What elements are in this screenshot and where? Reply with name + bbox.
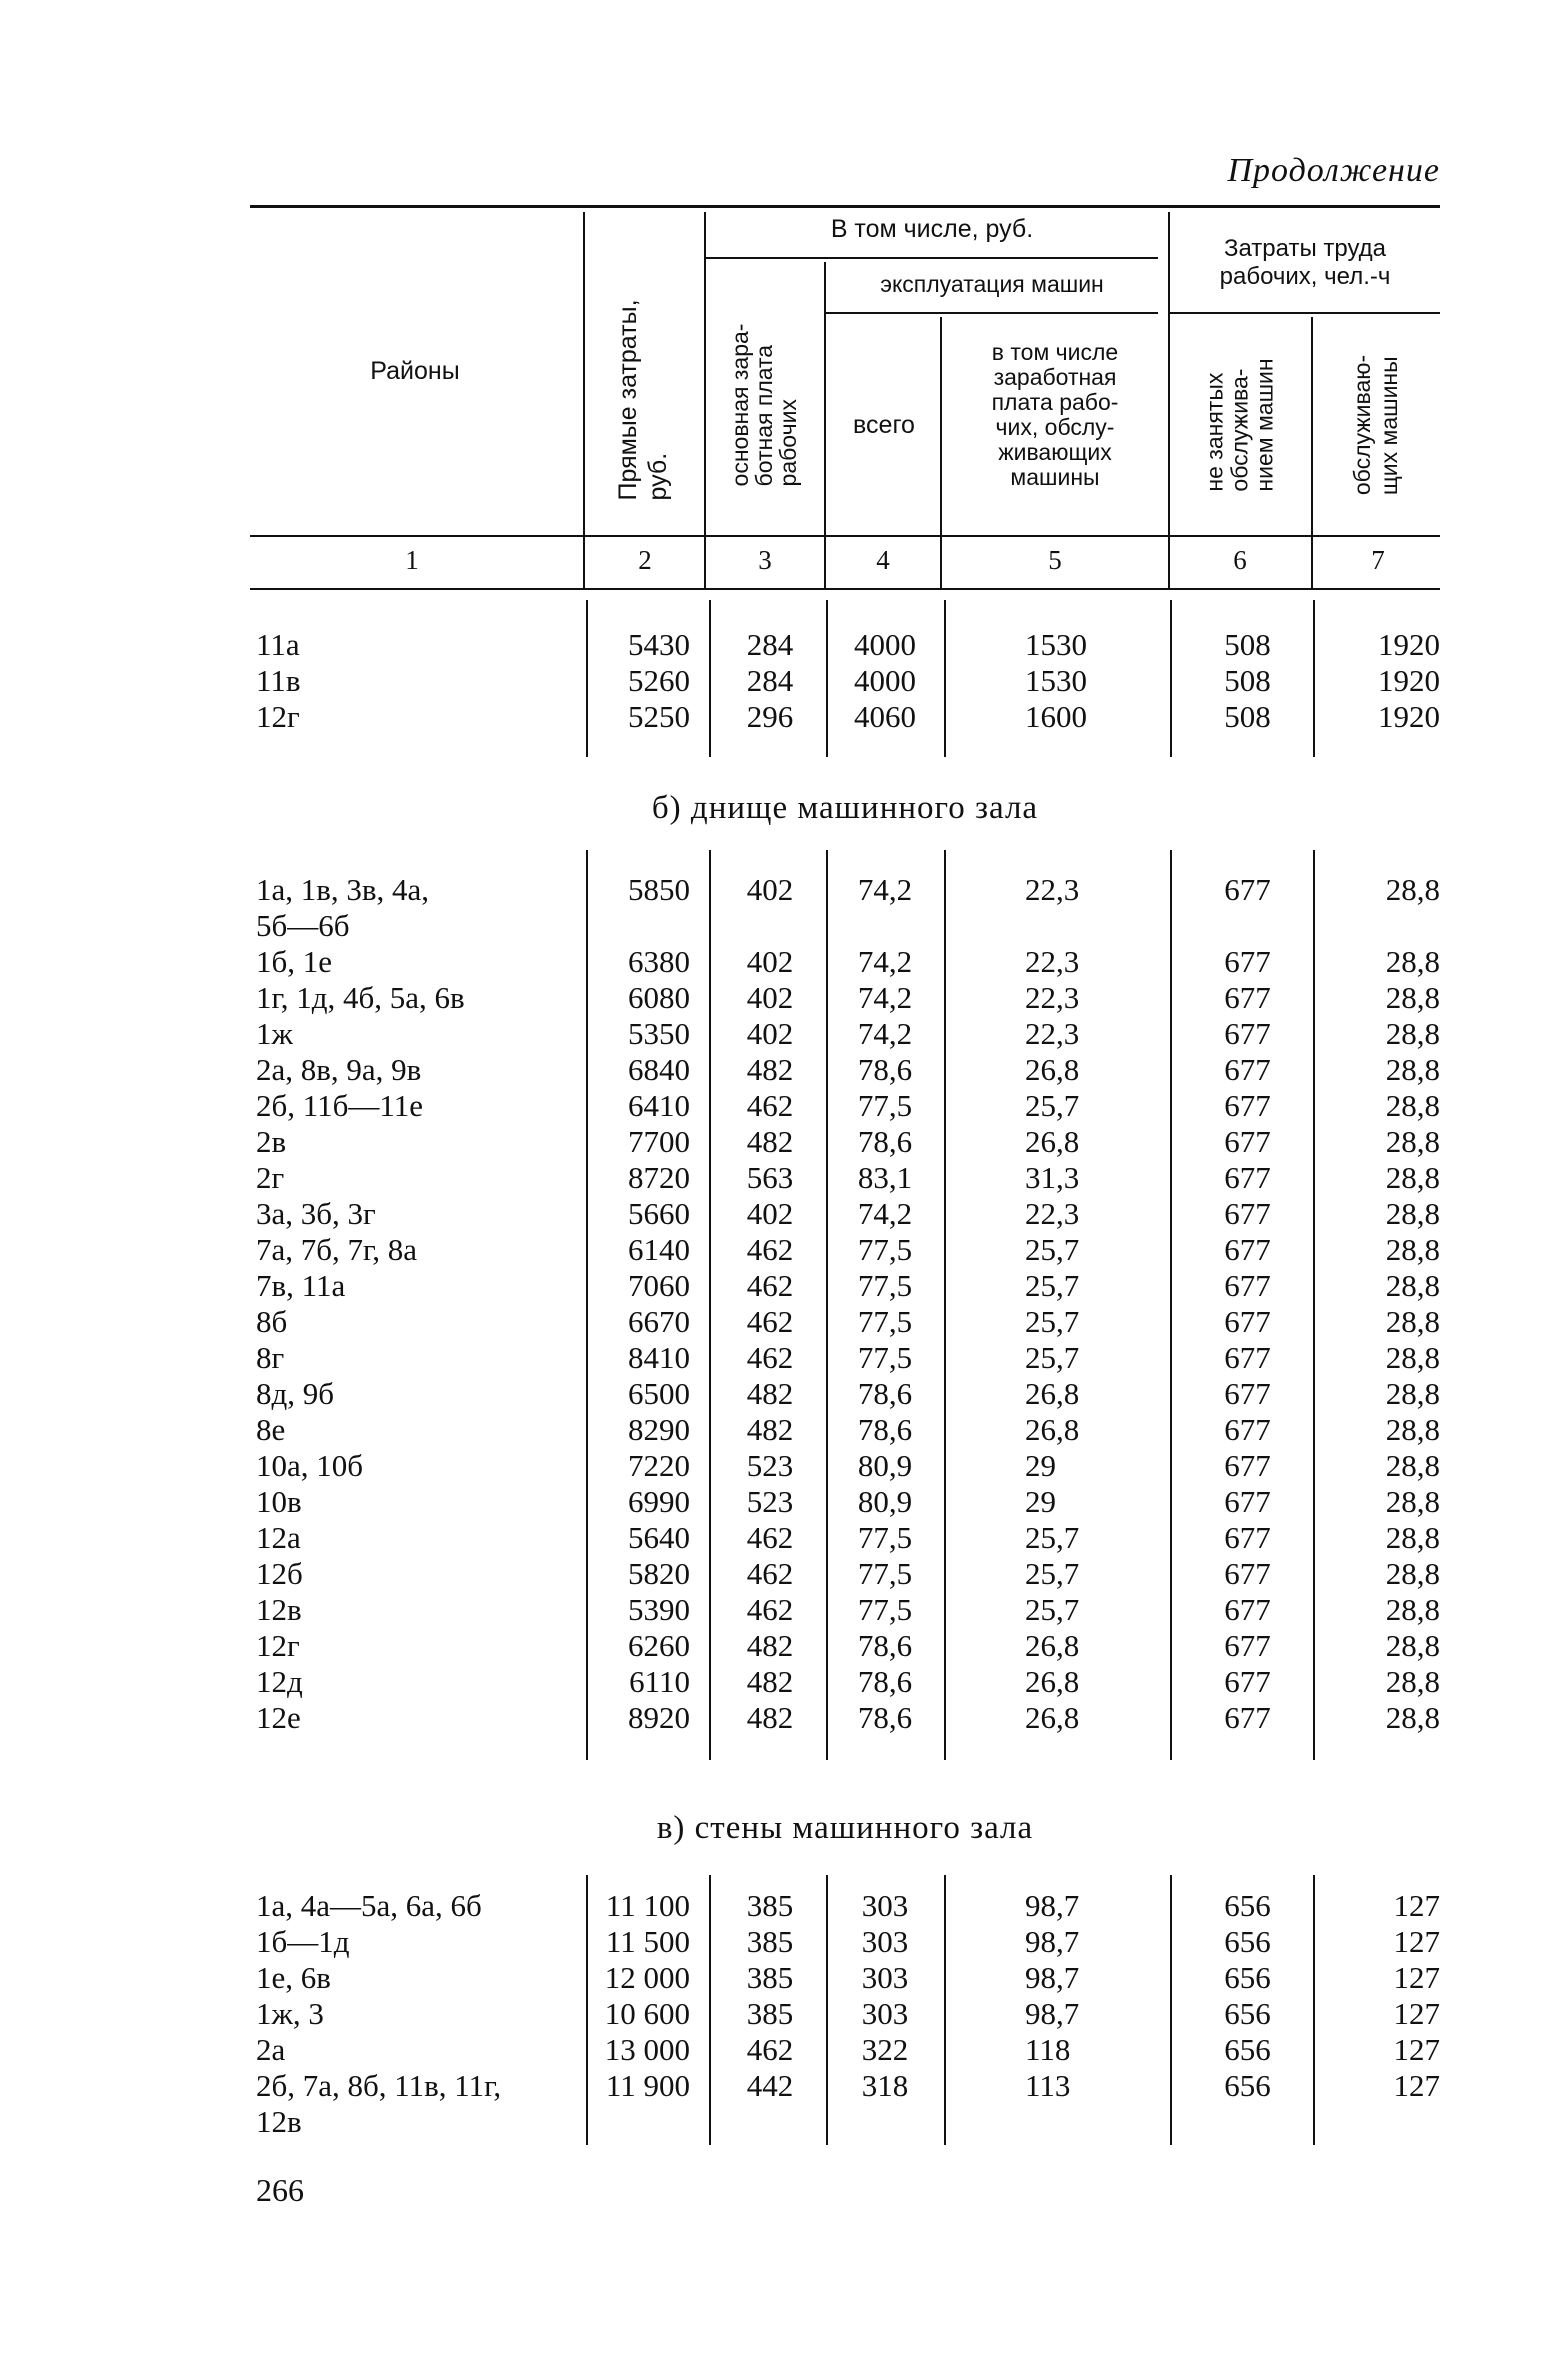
cell-value: 1600 xyxy=(1025,699,1087,734)
cell-region: 8б xyxy=(256,1304,288,1339)
cell-value: 28,8 xyxy=(1385,1448,1440,1483)
table-row xyxy=(0,1592,1565,1628)
cell-region: 5б—6б xyxy=(256,908,350,943)
cell-region: 8д, 9б xyxy=(256,1376,335,1411)
header-incl-group: В том числе, руб. xyxy=(830,215,1034,243)
header-divider xyxy=(704,212,706,588)
cell-value: 78,6 xyxy=(857,1412,913,1447)
table-row xyxy=(0,1484,1565,1520)
cell-value: 677 xyxy=(1224,1016,1271,1051)
header-base-wage: основная зара- ботная плата рабочих xyxy=(727,323,801,487)
table-row xyxy=(0,1052,1565,1088)
cell-value: 28,8 xyxy=(1385,1628,1440,1663)
header-machine-total: всего xyxy=(853,411,915,439)
cell-value: 26,8 xyxy=(1025,1124,1080,1159)
header-direct-costs: Прямые затраты, руб. xyxy=(614,299,672,501)
cell-value: 5390 xyxy=(628,1592,690,1627)
cell-value: 77,5 xyxy=(857,1304,913,1339)
machine-group-rule xyxy=(826,312,1158,314)
cell-value: 6080 xyxy=(628,980,690,1015)
incl-group-rule xyxy=(706,257,1158,259)
cell-region: 1ж, 3 xyxy=(256,1996,324,2031)
cell-region: 7а, 7б, 7г, 8а xyxy=(256,1232,418,1267)
cell-region: 1б—1д xyxy=(256,1924,350,1959)
cell-value: 677 xyxy=(1224,1592,1271,1627)
cell-value: 462 xyxy=(746,1232,794,1267)
cell-region: 12в xyxy=(256,1592,302,1627)
cell-value: 508 xyxy=(1224,699,1271,734)
cell-value: 98,7 xyxy=(1025,1888,1080,1923)
cell-value: 28,8 xyxy=(1385,1016,1440,1051)
table-row xyxy=(0,1628,1565,1664)
cell-value: 296 xyxy=(746,699,794,734)
table-row xyxy=(0,1304,1565,1340)
cell-value: 303 xyxy=(861,1924,909,1959)
cell-value: 677 xyxy=(1224,1268,1271,1303)
cell-value: 25,7 xyxy=(1025,1520,1080,1555)
cell-value: 462 xyxy=(746,1088,794,1123)
cell-value: 284 xyxy=(746,663,794,698)
table-row xyxy=(0,1232,1565,1268)
cell-value: 13 000 xyxy=(604,2032,690,2067)
table-row xyxy=(0,2032,1565,2068)
cell-value: 482 xyxy=(746,1376,794,1411)
cell-region: 10в xyxy=(256,1484,302,1519)
cell-value: 677 xyxy=(1224,1340,1271,1375)
cell-value: 656 xyxy=(1224,1960,1271,1995)
table-row xyxy=(0,1160,1565,1196)
cell-value: 29 xyxy=(1025,1484,1056,1519)
cell-value: 11 100 xyxy=(605,1888,690,1923)
cell-value: 6990 xyxy=(628,1484,690,1519)
cell-value: 6840 xyxy=(628,1052,690,1087)
cell-value: 1530 xyxy=(1025,627,1087,662)
cell-value: 8410 xyxy=(628,1340,690,1375)
cell-value: 22,3 xyxy=(1025,872,1080,907)
cell-value: 563 xyxy=(746,1160,794,1195)
cell-value: 74,2 xyxy=(857,980,913,1015)
cell-value: 677 xyxy=(1224,1484,1271,1519)
cell-value: 31,3 xyxy=(1025,1160,1080,1195)
cell-value: 26,8 xyxy=(1025,1412,1080,1447)
cell-value: 284 xyxy=(746,627,794,662)
table-row xyxy=(0,1664,1565,1700)
cell-value: 28,8 xyxy=(1385,1412,1440,1447)
cell-value: 25,7 xyxy=(1025,1304,1080,1339)
cell-value: 1920 xyxy=(1378,627,1440,662)
cell-value: 11 500 xyxy=(605,1924,690,1959)
cell-value: 4000 xyxy=(854,663,916,698)
header-labor-group: Затраты труда рабочих, чел.-ч xyxy=(1219,235,1391,290)
cell-value: 322 xyxy=(861,2032,909,2067)
table-row xyxy=(0,908,1565,944)
column-number: 2 xyxy=(638,545,652,575)
cell-value: 28,8 xyxy=(1385,1376,1440,1411)
cell-region: 3а, 3б, 3г xyxy=(256,1196,376,1231)
cell-value: 5430 xyxy=(628,627,690,662)
table-row xyxy=(0,627,1565,663)
cell-value: 385 xyxy=(746,1996,794,2031)
cell-value: 113 xyxy=(1025,2068,1071,2103)
cell-value: 677 xyxy=(1224,1088,1271,1123)
column-numbers-rule xyxy=(250,588,1440,590)
cell-region: 1а, 1в, 3в, 4а, xyxy=(256,872,430,907)
cell-region: 12г xyxy=(256,1628,300,1663)
cell-value: 1530 xyxy=(1025,663,1087,698)
cell-value: 78,6 xyxy=(857,1664,913,1699)
cell-region: 10а, 10б xyxy=(256,1448,364,1483)
column-number: 3 xyxy=(758,545,772,575)
cell-value: 28,8 xyxy=(1385,1664,1440,1699)
cell-value: 74,2 xyxy=(857,1016,913,1051)
cell-value: 523 xyxy=(746,1484,794,1519)
page-number: 266 xyxy=(256,2172,304,2208)
cell-value: 402 xyxy=(746,944,794,979)
cell-value: 25,7 xyxy=(1025,1232,1080,1267)
header-bottom-rule xyxy=(250,535,1440,537)
cell-region: 2б, 11б—11е xyxy=(256,1088,424,1123)
cell-value: 677 xyxy=(1224,1412,1271,1447)
cell-value: 677 xyxy=(1224,1052,1271,1087)
cell-value: 6140 xyxy=(628,1232,690,1267)
cell-value: 8290 xyxy=(628,1412,690,1447)
cell-value: 482 xyxy=(746,1052,794,1087)
table-row xyxy=(0,1448,1565,1484)
cell-value: 28,8 xyxy=(1385,1340,1440,1375)
cell-value: 28,8 xyxy=(1385,1484,1440,1519)
cell-value: 78,6 xyxy=(857,1376,913,1411)
cell-value: 656 xyxy=(1224,2068,1271,2103)
cell-value: 83,1 xyxy=(857,1160,913,1195)
cell-value: 677 xyxy=(1224,1232,1271,1267)
cell-region: 12в xyxy=(256,2104,302,2139)
cell-region: 2а xyxy=(256,2032,286,2067)
continuation-label: Продолжение xyxy=(1227,152,1440,189)
cell-value: 26,8 xyxy=(1025,1664,1080,1699)
cell-value: 523 xyxy=(746,1448,794,1483)
cell-value: 5640 xyxy=(628,1520,690,1555)
cell-value: 462 xyxy=(746,1268,794,1303)
cell-region: 1е, 6в xyxy=(256,1960,331,1995)
cell-value: 22,3 xyxy=(1025,1016,1080,1051)
cell-region: 1б, 1е xyxy=(256,944,333,979)
header-machine-group: эксплуатация машин xyxy=(880,271,1104,297)
cell-value: 385 xyxy=(746,1924,794,1959)
cell-value: 26,8 xyxy=(1025,1052,1080,1087)
cell-value: 22,3 xyxy=(1025,944,1080,979)
cell-value: 74,2 xyxy=(857,1196,913,1231)
cell-value: 677 xyxy=(1224,1376,1271,1411)
cell-value: 74,2 xyxy=(857,872,913,907)
table-row xyxy=(0,1556,1565,1592)
cell-value: 677 xyxy=(1224,980,1271,1015)
table-row xyxy=(0,1268,1565,1304)
cell-value: 127 xyxy=(1393,2068,1440,2103)
cell-region: 1ж xyxy=(256,1016,293,1051)
cell-value: 402 xyxy=(746,980,794,1015)
cell-value: 118 xyxy=(1025,2032,1071,2067)
cell-value: 12 000 xyxy=(604,1960,690,1995)
cell-value: 482 xyxy=(746,1412,794,1447)
cell-value: 462 xyxy=(746,1304,794,1339)
table-row xyxy=(0,1124,1565,1160)
cell-value: 11 900 xyxy=(605,2068,690,2103)
table-top-rule xyxy=(250,205,1440,208)
cell-value: 127 xyxy=(1393,2032,1440,2067)
cell-value: 5850 xyxy=(628,872,690,907)
cell-value: 677 xyxy=(1224,1196,1271,1231)
cell-value: 28,8 xyxy=(1385,1052,1440,1087)
table-row xyxy=(0,2104,1565,2140)
cell-value: 677 xyxy=(1224,1124,1271,1159)
cell-value: 6260 xyxy=(628,1628,690,1663)
cell-value: 22,3 xyxy=(1025,980,1080,1015)
cell-value: 28,8 xyxy=(1385,1124,1440,1159)
cell-value: 677 xyxy=(1224,1448,1271,1483)
cell-region: 8г xyxy=(256,1340,285,1375)
table-row xyxy=(0,1700,1565,1736)
table-row xyxy=(0,872,1565,908)
table-row xyxy=(0,1888,1565,1924)
cell-value: 28,8 xyxy=(1385,1304,1440,1339)
header-regions: Районы xyxy=(370,357,460,385)
cell-value: 385 xyxy=(746,1960,794,1995)
column-number: 4 xyxy=(876,545,890,575)
cell-value: 508 xyxy=(1224,627,1271,662)
cell-value: 462 xyxy=(746,2032,794,2067)
cell-value: 25,7 xyxy=(1025,1592,1080,1627)
header-serving: обслуживаю- щих машины xyxy=(1349,354,1402,496)
cell-value: 303 xyxy=(861,1996,909,2031)
header-machine-wage: в том числе заработная плата рабо- чих, обслу- живающих машины xyxy=(991,339,1119,490)
cell-value: 77,5 xyxy=(857,1088,913,1123)
cell-value: 385 xyxy=(746,1888,794,1923)
cell-value: 303 xyxy=(861,1888,909,1923)
table-row xyxy=(0,1088,1565,1124)
header-divider xyxy=(1311,317,1313,588)
cell-value: 4000 xyxy=(854,627,916,662)
cell-region: 1г, 1д, 4б, 5а, 6в xyxy=(256,980,465,1015)
cell-value: 1920 xyxy=(1378,699,1440,734)
cell-value: 482 xyxy=(746,1124,794,1159)
cell-region: 12д xyxy=(256,1664,303,1699)
table-row xyxy=(0,1924,1565,1960)
cell-value: 677 xyxy=(1224,1520,1271,1555)
cell-value: 8920 xyxy=(628,1700,690,1735)
table-row xyxy=(0,699,1565,735)
cell-value: 22,3 xyxy=(1025,1196,1080,1231)
cell-value: 78,6 xyxy=(857,1700,913,1735)
cell-value: 25,7 xyxy=(1025,1340,1080,1375)
cell-value: 80,9 xyxy=(857,1484,913,1519)
labor-group-rule xyxy=(1170,312,1440,314)
cell-value: 508 xyxy=(1224,663,1271,698)
table-row xyxy=(0,1340,1565,1376)
cell-value: 28,8 xyxy=(1385,1556,1440,1591)
cell-value: 78,6 xyxy=(857,1628,913,1663)
cell-value: 28,8 xyxy=(1385,1592,1440,1627)
cell-value: 28,8 xyxy=(1385,980,1440,1015)
cell-value: 26,8 xyxy=(1025,1376,1080,1411)
cell-value: 677 xyxy=(1224,944,1271,979)
cell-value: 98,7 xyxy=(1025,1996,1080,2031)
cell-value: 28,8 xyxy=(1385,944,1440,979)
table-row xyxy=(0,663,1565,699)
cell-region: 12г xyxy=(256,699,300,734)
cell-value: 656 xyxy=(1224,1888,1271,1923)
cell-value: 127 xyxy=(1393,1960,1440,1995)
cell-value: 677 xyxy=(1224,1160,1271,1195)
cell-value: 28,8 xyxy=(1385,1268,1440,1303)
cell-value: 98,7 xyxy=(1025,1960,1080,1995)
cell-value: 29 xyxy=(1025,1448,1056,1483)
cell-value: 77,5 xyxy=(857,1340,913,1375)
cell-value: 7700 xyxy=(628,1124,690,1159)
table-row xyxy=(0,1960,1565,1996)
column-number: 6 xyxy=(1233,545,1247,575)
cell-value: 5350 xyxy=(628,1016,690,1051)
table-row xyxy=(0,980,1565,1016)
cell-value: 5660 xyxy=(628,1196,690,1231)
cell-value: 6500 xyxy=(628,1376,690,1411)
cell-value: 77,5 xyxy=(857,1592,913,1627)
cell-value: 677 xyxy=(1224,1304,1271,1339)
cell-value: 10 600 xyxy=(604,1996,690,2031)
column-number: 7 xyxy=(1371,545,1385,575)
cell-value: 74,2 xyxy=(857,944,913,979)
cell-value: 28,8 xyxy=(1385,1700,1440,1735)
cell-value: 6110 xyxy=(629,1664,690,1699)
header-not-serving: не занятых обслужива- нием машин xyxy=(1201,358,1278,492)
cell-value: 6380 xyxy=(628,944,690,979)
table-row xyxy=(0,2068,1565,2104)
cell-value: 77,5 xyxy=(857,1268,913,1303)
cell-value: 482 xyxy=(746,1628,794,1663)
cell-value: 402 xyxy=(746,1196,794,1231)
cell-value: 677 xyxy=(1224,1700,1271,1735)
cell-region: 2в xyxy=(256,1124,287,1159)
section-title-walls: в) стены машинного зала xyxy=(656,1810,1034,1846)
cell-value: 8720 xyxy=(628,1160,690,1195)
cell-value: 78,6 xyxy=(857,1124,913,1159)
cell-value: 318 xyxy=(861,2068,909,2103)
cell-value: 656 xyxy=(1224,2032,1271,2067)
cell-region: 11в xyxy=(256,663,301,698)
cell-value: 7060 xyxy=(628,1268,690,1303)
cell-value: 7220 xyxy=(628,1448,690,1483)
cell-value: 656 xyxy=(1224,1924,1271,1959)
cell-value: 5820 xyxy=(628,1556,690,1591)
table-row xyxy=(0,1196,1565,1232)
cell-value: 26,8 xyxy=(1025,1700,1080,1735)
cell-value: 5260 xyxy=(628,663,690,698)
cell-value: 127 xyxy=(1393,1888,1440,1923)
cell-value: 25,7 xyxy=(1025,1556,1080,1591)
cell-value: 78,6 xyxy=(857,1052,913,1087)
cell-value: 677 xyxy=(1224,1628,1271,1663)
table-row xyxy=(0,1376,1565,1412)
cell-value: 462 xyxy=(746,1556,794,1591)
cell-value: 127 xyxy=(1393,1996,1440,2031)
cell-value: 6410 xyxy=(628,1088,690,1123)
cell-value: 4060 xyxy=(854,699,916,734)
cell-value: 462 xyxy=(746,1592,794,1627)
cell-value: 402 xyxy=(746,1016,794,1051)
cell-value: 1920 xyxy=(1378,663,1440,698)
cell-value: 677 xyxy=(1224,1556,1271,1591)
cell-region: 12б xyxy=(256,1556,303,1591)
cell-value: 6670 xyxy=(628,1304,690,1339)
cell-value: 677 xyxy=(1224,1664,1271,1699)
header-divider xyxy=(583,212,585,588)
cell-value: 482 xyxy=(746,1700,794,1735)
cell-value: 28,8 xyxy=(1385,1196,1440,1231)
cell-region: 11а xyxy=(256,627,300,662)
table-row xyxy=(0,1412,1565,1448)
table-row xyxy=(0,1016,1565,1052)
cell-region: 2б, 7а, 8б, 11в, 11г, xyxy=(256,2068,502,2103)
table-row xyxy=(0,944,1565,980)
cell-value: 25,7 xyxy=(1025,1268,1080,1303)
cell-value: 677 xyxy=(1224,872,1271,907)
cell-value: 28,8 xyxy=(1385,1088,1440,1123)
cell-value: 77,5 xyxy=(857,1232,913,1267)
cell-value: 127 xyxy=(1393,1924,1440,1959)
cell-region: 12е xyxy=(256,1700,301,1735)
cell-value: 77,5 xyxy=(857,1556,913,1591)
cell-value: 28,8 xyxy=(1385,872,1440,907)
cell-value: 80,9 xyxy=(857,1448,913,1483)
column-number: 5 xyxy=(1048,545,1062,575)
table-row xyxy=(0,1996,1565,2032)
cell-value: 442 xyxy=(746,2068,794,2103)
cell-value: 77,5 xyxy=(857,1520,913,1555)
cell-region: 1а, 4а—5а, 6а, 6б xyxy=(256,1888,482,1923)
cell-region: 2г xyxy=(256,1160,285,1195)
cell-region: 7в, 11а xyxy=(256,1268,346,1303)
cell-value: 462 xyxy=(746,1340,794,1375)
column-number: 1 xyxy=(405,545,419,575)
cell-value: 482 xyxy=(746,1664,794,1699)
cell-value: 25,7 xyxy=(1025,1088,1080,1123)
section-title-bottom: б) днище машинного зала xyxy=(651,790,1039,826)
cell-region: 8е xyxy=(256,1412,286,1447)
cell-value: 28,8 xyxy=(1385,1160,1440,1195)
table-row xyxy=(0,1520,1565,1556)
cell-region: 2а, 8в, 9а, 9в xyxy=(256,1052,422,1087)
cell-value: 28,8 xyxy=(1385,1520,1440,1555)
cell-value: 656 xyxy=(1224,1996,1271,2031)
cell-value: 98,7 xyxy=(1025,1924,1080,1959)
cell-value: 5250 xyxy=(628,699,690,734)
cell-region: 12а xyxy=(256,1520,301,1555)
cell-value: 402 xyxy=(746,872,794,907)
cell-value: 26,8 xyxy=(1025,1628,1080,1663)
cell-value: 28,8 xyxy=(1385,1232,1440,1267)
cell-value: 462 xyxy=(746,1520,794,1555)
cell-value: 303 xyxy=(861,1960,909,1995)
